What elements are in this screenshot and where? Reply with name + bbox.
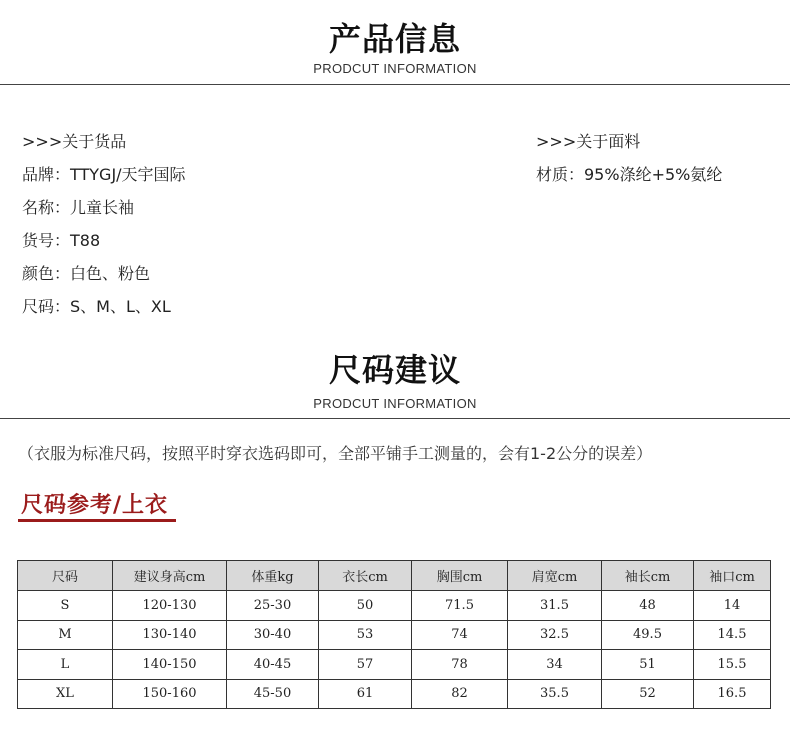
size-table xyxy=(17,560,771,709)
table-cell: 30-40 xyxy=(227,620,319,650)
header-chest: 胸围cm xyxy=(412,561,508,591)
table-cell: 71.5 xyxy=(412,591,508,621)
goods-info xyxy=(22,131,186,329)
size-advice-title: 尺码建议 xyxy=(328,351,461,389)
title-underline xyxy=(18,519,176,522)
table-cell: 78 xyxy=(412,650,508,680)
table-cell: 31.5 xyxy=(508,591,602,621)
table-cell: 53 xyxy=(319,620,412,650)
table-cell: 49.5 xyxy=(602,620,694,650)
table-cell: 140-150 xyxy=(113,650,227,680)
header-length: 衣长cm xyxy=(319,561,412,591)
table-cell: 50 xyxy=(319,591,412,621)
table-cell: 51 xyxy=(602,650,694,680)
measurement-note: （衣服为标准尺码，按照平时穿衣选码即可，全部平铺手工测量的，会有1-2公分的误差） xyxy=(18,444,653,463)
header-weight: 体重kg xyxy=(227,561,319,591)
size-advice-subtitle: PRODCUT INFORMATION xyxy=(313,396,477,411)
color-line: 颜色：白色、粉色 xyxy=(22,264,151,283)
table-cell: 32.5 xyxy=(508,620,602,650)
product-info-title: 产品信息 xyxy=(328,20,461,58)
table-cell: 45-50 xyxy=(227,679,319,709)
table-cell: 16.5 xyxy=(694,679,771,709)
table-cell: 74 xyxy=(412,620,508,650)
table-cell: XL xyxy=(18,679,113,709)
name-line: 名称：儿童长袖 xyxy=(22,198,135,217)
table-cell: 25-30 xyxy=(227,591,319,621)
table-cell: 15.5 xyxy=(694,650,771,680)
header-sleeve: 袖长cm xyxy=(602,561,694,591)
fabric-info xyxy=(536,131,722,197)
table-cell: L xyxy=(18,650,113,680)
sizes-line: 尺码：S、M、L、XL xyxy=(22,297,171,316)
item-number-line: 货号：T88 xyxy=(22,231,101,250)
table-cell: 130-140 xyxy=(113,620,227,650)
goods-heading: >>>关于货品 xyxy=(22,132,127,151)
table-cell: 14.5 xyxy=(694,620,771,650)
divider xyxy=(0,418,790,419)
table-cell: 120-130 xyxy=(113,591,227,621)
table-cell: 150-160 xyxy=(113,679,227,709)
table-cell: S xyxy=(18,591,113,621)
table-row xyxy=(18,679,771,709)
brand-line: 品牌：TTYGJ/天宇国际 xyxy=(22,165,186,184)
table-cell: 40-45 xyxy=(227,650,319,680)
header-size: 尺码 xyxy=(18,561,113,591)
table-cell: 57 xyxy=(319,650,412,680)
table-cell: 48 xyxy=(602,591,694,621)
header-cuff: 袖口cm xyxy=(694,561,771,591)
header-shoulder: 肩宽cm xyxy=(508,561,602,591)
header-height: 建议身高cm xyxy=(113,561,227,591)
table-cell: 52 xyxy=(602,679,694,709)
table-cell: 61 xyxy=(319,679,412,709)
table-row xyxy=(18,620,771,650)
table-header-row xyxy=(18,561,771,591)
fabric-heading: >>>关于面料 xyxy=(536,132,641,151)
table-cell: 14 xyxy=(694,591,771,621)
table-cell: M xyxy=(18,620,113,650)
table-row xyxy=(18,650,771,680)
table-cell: 82 xyxy=(412,679,508,709)
table-cell: 35.5 xyxy=(508,679,602,709)
table-cell: 34 xyxy=(508,650,602,680)
size-reference-title: 尺码参考/上衣 xyxy=(21,493,169,518)
material-line: 材质：95%涤纶+5%氨纶 xyxy=(536,165,723,184)
product-info-subtitle: PRODCUT INFORMATION xyxy=(313,61,477,76)
table-row xyxy=(18,591,771,621)
divider xyxy=(0,84,790,85)
